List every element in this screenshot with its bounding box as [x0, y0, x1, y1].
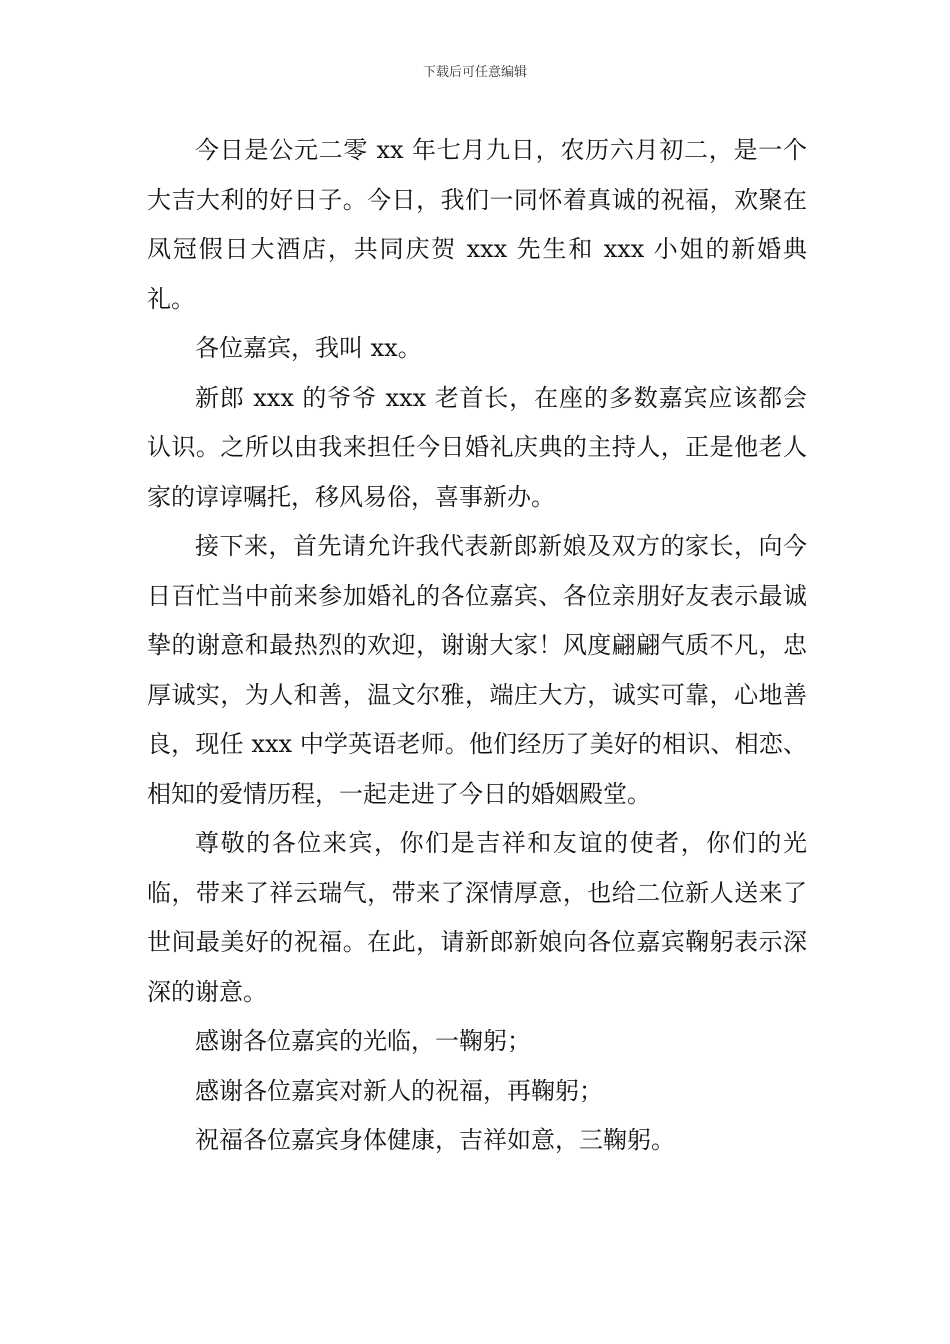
page-header-note: 下载后可任意编辑	[422, 65, 527, 80]
document-body	[147, 126, 807, 1166]
paragraph-bow-2: 感谢各位嘉宾对新人的祝福，再鞠躬；	[195, 1076, 603, 1105]
paragraph-bow-1: 感谢各位嘉宾的光临，一鞠躬；	[195, 1027, 531, 1055]
paragraph-thanks-couple: 接下来，首先请允许我代表新郎新娘及双方的家长，向今日百忙当中前来参加婚礼的各位嘉宾、各位亲朋好友表示最诚挚的谢意和最热烈的欢迎，谢谢大家！风度翩翩气质不凡，忠厚诚实，为人和善，温文尔雅，端庄大方，诚实可靠，心地善良，现任 xxx 中学英语老师。他们经历了美好的相识、相恋、相知的爱情历程，一起走进了今日的婚姻殿堂。	[147, 532, 807, 808]
paragraph-guests-blessing: 尊敬的各位来宾，你们是吉祥和友谊的使者，你们的光临，带来了祥云瑞气，带来了深情厚意，也给二位新人送来了世间最美好的祝福。在此，请新郎新娘向各位嘉宾鞠躬表示深深的谢意。	[147, 829, 807, 1006]
paragraph-grandfather: 新郎 xxx 的爷爷 xxx 老首长，在座的多数嘉宾应该都会认识。之所以由我来担任今日婚礼庆典的主持人，正是他老人家的谆谆嘱托，移风易俗，喜事新办。	[147, 383, 807, 511]
paragraph-bow-3: 祝福各位嘉宾身体健康，吉祥如意，三鞠躬。	[195, 1126, 675, 1154]
paragraph-host-intro: 各位嘉宾，我叫 xx。	[195, 334, 422, 362]
paragraph-date-intro: 今日是公元二零 xx 年七月九日，农历六月初二，是一个大吉大利的好日子。今日，我们一同怀着真诚的祝福，欢聚在凤冠假日大酒店，共同庆贺 xxx 先生和 xxx 小姐的新婚典礼。	[147, 136, 807, 313]
